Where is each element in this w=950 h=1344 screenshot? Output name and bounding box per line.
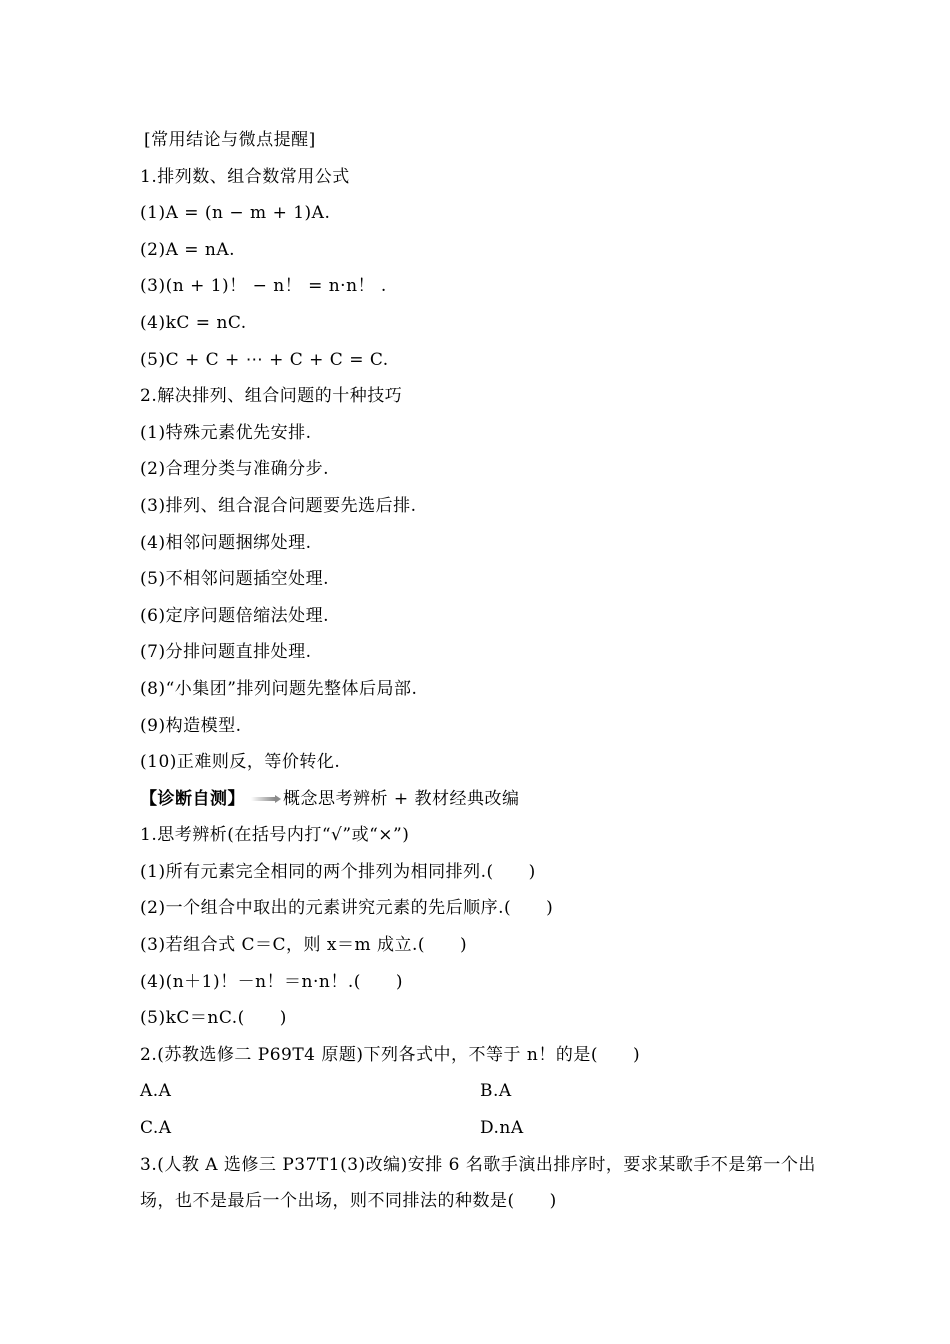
techniques-title: 2.解决排列、组合问题的十种技巧 bbox=[140, 386, 403, 407]
formulas-title: 1.排列数、组合数常用公式 bbox=[140, 166, 350, 187]
q2-stem: 2.(苏教选修二 P69T4 原题)下列各式中，不等于 n！的是( ) bbox=[140, 1044, 641, 1065]
q1-item: (2)一个组合中取出的元素讲究元素的先后顺序.( ) bbox=[140, 898, 554, 919]
q2-options-row-1 bbox=[140, 1073, 820, 1110]
formula-item: (1)A = (n − m + 1)A. bbox=[140, 203, 331, 224]
technique-item: (5)不相邻问题插空处理. bbox=[140, 569, 329, 590]
diagnosis-subtitle: 概念思考辨析 + 教材经典改编 bbox=[283, 788, 520, 809]
technique-item: (3)排列、组合混合问题要先选后排. bbox=[140, 495, 417, 516]
technique-item: (6)定序问题倍缩法处理. bbox=[140, 605, 329, 626]
technique-item: (7)分排问题直排处理. bbox=[140, 642, 312, 663]
technique-item: (4)相邻问题捆绑处理. bbox=[140, 532, 312, 553]
formula-item: (3)(n + 1)！ − n！ = n·n！ . bbox=[140, 276, 387, 297]
formula-item: (2)A = nA. bbox=[140, 239, 236, 260]
document-content bbox=[140, 122, 820, 1220]
q2-option-b: B.A bbox=[480, 1081, 512, 1102]
q3-stem: 3.(人教 A 选修三 P37T1(3)改编)安排 6 名歌手演出排序时，要求某歌手不是第一个出场，也不是最后一个出场，则不同排法的种数是( ) bbox=[140, 1154, 816, 1212]
technique-item: (1)特殊元素优先安排. bbox=[140, 422, 312, 443]
diagnosis-title: 【诊断自测】 bbox=[140, 788, 245, 809]
technique-item: (2)合理分类与准确分步. bbox=[140, 459, 329, 480]
q2-option-a: A.A bbox=[140, 1081, 172, 1102]
technique-item: (10)正难则反，等价转化. bbox=[140, 752, 341, 773]
section-header: [常用结论与微点提醒] bbox=[144, 130, 316, 150]
q2-option-c: C.A bbox=[140, 1118, 172, 1139]
q1-title: 1.思考辨析(在括号内打“√”或“×”) bbox=[140, 825, 410, 846]
diagnosis-bar bbox=[140, 781, 820, 818]
technique-item: (9)构造模型. bbox=[140, 715, 242, 736]
arrow-icon bbox=[251, 795, 281, 803]
formula-item: (5)C + C + ⋯ + C + C = C. bbox=[140, 349, 389, 370]
q2-option-d: D.nA bbox=[480, 1118, 524, 1139]
q1-item: (5)kC＝nC.( ) bbox=[140, 1008, 287, 1029]
q1-item: (4)(n＋1)！－n！＝n·n！.( ) bbox=[140, 971, 404, 992]
q1-item: (1)所有元素完全相同的两个排列为相同排列.( ) bbox=[140, 861, 536, 882]
technique-item: (8)“小集团”排列问题先整体后局部. bbox=[140, 678, 418, 699]
q2-options-row-2 bbox=[140, 1110, 820, 1147]
formula-item: (4)kC = nC. bbox=[140, 312, 247, 333]
q1-item: (3)若组合式 C＝C，则 x＝m 成立.( ) bbox=[140, 935, 468, 956]
